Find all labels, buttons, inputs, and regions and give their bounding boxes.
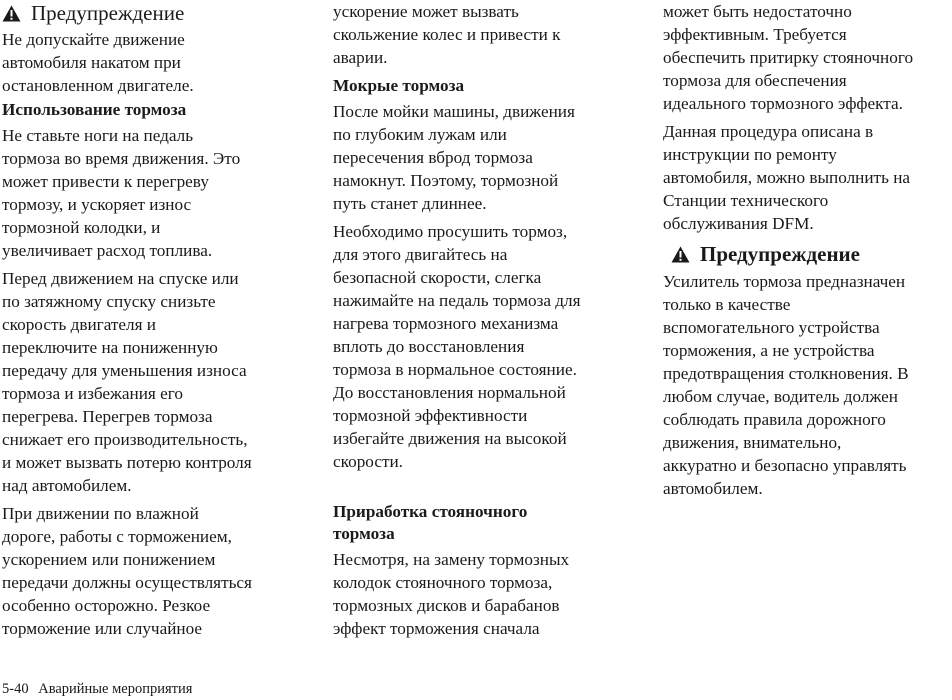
page-number: 5-40 [2,681,29,697]
footer-section-title: Аварийные мероприятия [38,681,193,697]
warning-title: Предупреждение [31,1,185,25]
warning-text: Усилитель тормоза предназначен только в качестве вспомогательного устройства торможения, а не устройства предотвращения столкновения. В любом случае, водитель должен соблюдать правила дорожного движения, внимательно, аккуратно и безопасно управлять автомобилем. [663,272,909,498]
column-1 [2,0,302,640]
paragraph: При движении по влажной дороге, работы с торможением, ускорением или понижением передачи должны осуществляться особенно осторожно. Резкое торможение или случайное [2,504,252,638]
paragraph: После мойки машины, движения по глубоким лужам или пересечения вброд тормоза намокнут. Поэтому, тормозной путь станет длиннее. [333,102,575,213]
paragraph: Перед движением на спуске или по затяжному спуску снизьте скорость двигателя и переключите на пониженную передачу для уменьшения износа тормоза и избежания его перегрева. Перегрев тормоза снижает его производительность, и может вызвать потерю контроля над автомобилем. [2,269,252,495]
warning-icon [671,246,690,263]
paragraph: Данная процедура описана в инструкции по ремонту автомобиля, можно выполнить на Станции технического обслуживания DFM. [663,122,911,233]
section-heading-parking-brake: Приработка стояночного тормоза [333,502,528,543]
paragraph: Несмотря, на замену тормозных колодок стояночного тормоза, тормозных дисков и барабанов эффект торможения сначала [333,550,570,638]
paragraph: Необходимо просушить тормоз, для этого двигайтесь на безопасной скорости, слегка нажимайте на педаль тормоза для нагрева тормозного механизма вплоть до восстановления тормоза в нормальное состояние. До восстановления нормальной тормозной эффективности избегайте движения на высокой скорости. [333,222,581,471]
section-heading-brake-use: Использование тормоза [2,100,187,119]
page-footer [2,680,192,698]
warning-icon [2,5,21,22]
warning-title: Предупреждение [700,242,860,266]
column-2 [333,0,633,640]
warning-text: Не допускайте движение автомобиля накатом при остановленном двигателе. [2,30,194,95]
paragraph: может быть недостаточно эффективным. Требуется обеспечить притирку стояночного тормоза для обеспечения идеального тормозного эффекта. [663,2,914,113]
column-3 [663,0,952,500]
warning-heading [671,241,952,267]
paragraph: Не ставьте ноги на педаль тормоза во время движения. Это может привести к перегреву тормозу, и ускоряет износ тормозной колодки, и увеличивает расход топлива. [2,126,241,260]
paragraph: ускорение может вызвать скольжение колес и привести к аварии. [333,2,561,67]
warning-heading [2,0,302,26]
section-heading-wet-brakes: Мокрые тормоза [333,76,465,95]
